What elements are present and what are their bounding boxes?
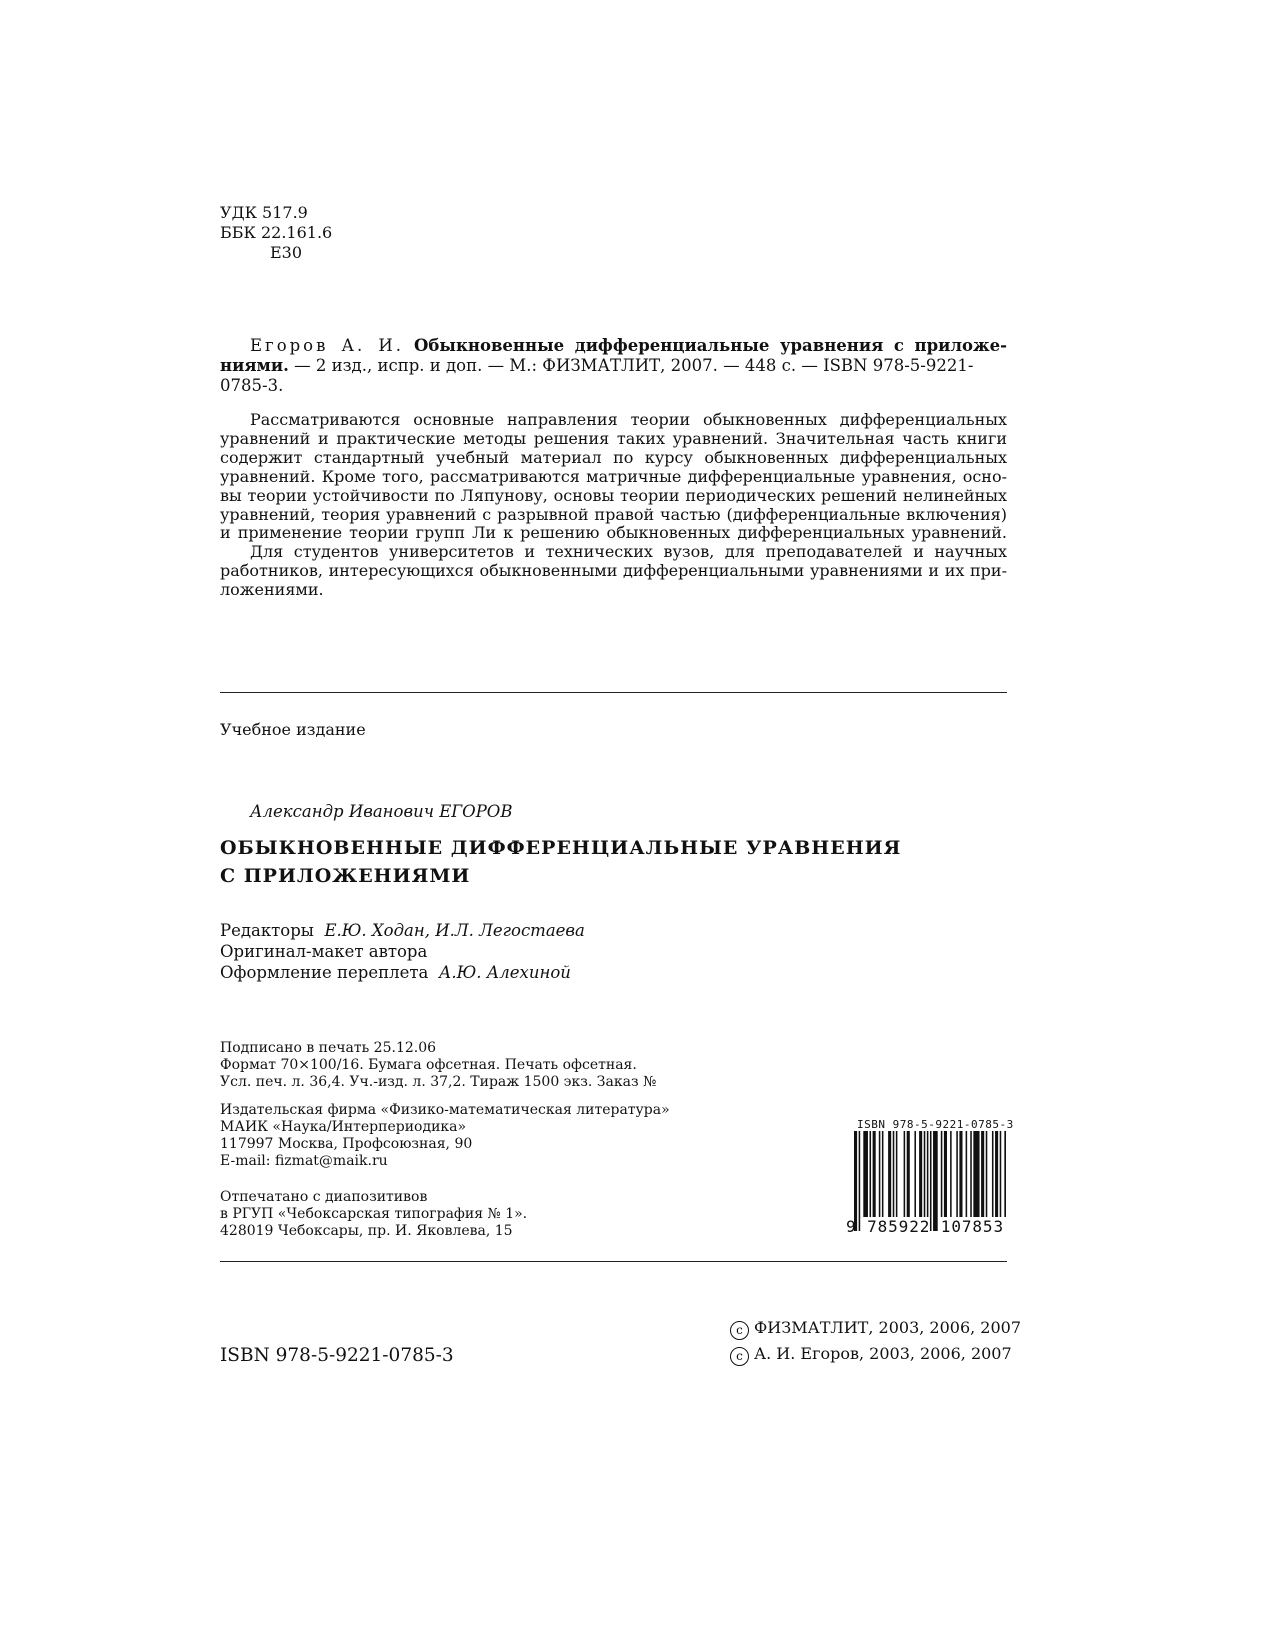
printer-line: в РГУП «Чебоксарская типография № 1».: [220, 1206, 528, 1222]
publisher-line: Издательская фирма «Физико-математическая литература»: [220, 1102, 670, 1118]
barcode-bar: [907, 1131, 910, 1217]
abstract-line: вы теории устойчивости по Ляпунову, основы теории периодических решений нелинейных: [220, 485, 1007, 505]
isbn: ISBN 978-5-9221-0785-3: [220, 1345, 454, 1366]
barcode-bar: [896, 1131, 898, 1217]
barcode-bar: [927, 1131, 929, 1217]
abstract-line: уравнений и практические методы решения таких уравнений. Значительная часть книги: [220, 428, 1007, 448]
book-title-line: С ПРИЛОЖЕНИЯМИ: [220, 865, 471, 887]
divider-top: [220, 692, 1007, 693]
barcode-bar: [941, 1131, 943, 1217]
printer-info: [220, 1189, 527, 1240]
barcode-bar: [1004, 1131, 1006, 1217]
print-info: [220, 1040, 656, 1091]
citation-title: Обыкновенные дифференциальные уравнения с приложе-: [414, 336, 1007, 355]
cover-line: [220, 962, 585, 983]
barcode-bar: [944, 1131, 947, 1217]
abstract-line: уравнений. Кроме того, рассматриваются матричные дифференциальные уравнения, осно-: [220, 466, 1007, 486]
barcode-bar: [882, 1131, 884, 1217]
credits: [220, 920, 585, 983]
abstract-line: работников, интересующихся обыкновенными дифференциальными уравнениями и их при-: [220, 561, 1007, 581]
abstract-line: и применение теории групп Ли к решению обыкновенных дифференциальных уравнений.: [220, 523, 1007, 543]
barcode-bar: [1000, 1131, 1002, 1217]
editors-names: Е.Ю. Ходан, И.Л. Легостаева: [324, 921, 585, 940]
publisher-line: МАИК «Наука/Интерпериодика»: [220, 1119, 467, 1135]
barcode-bar: [859, 1131, 861, 1231]
barcode-bar: [995, 1131, 998, 1217]
divider-bottom: [220, 1261, 1007, 1262]
citation-line-2: [220, 356, 1007, 396]
abstract: [220, 411, 1007, 600]
publisher-email: E-mail: fizmat@maik.ru: [220, 1153, 388, 1169]
barcode-bar: [888, 1131, 891, 1217]
print-info-line: Усл. печ. л. 36,4. Уч.-изд. л. 37,2. Тираж 1500 экз. Заказ №: [220, 1074, 657, 1090]
publisher-line: 117997 Москва, Профсоюзная, 90: [220, 1136, 473, 1152]
copyright-text: ФИЗМАТЛИТ, 2003, 2006, 2007: [754, 1318, 1022, 1337]
bbk-code: ББК 22.161.6: [220, 223, 333, 242]
editors-line: [220, 920, 585, 941]
barcode-bar: [959, 1131, 962, 1217]
barcode-bar: [950, 1131, 952, 1217]
barcode-bar: [981, 1131, 984, 1217]
citation-details: — 2 изд., испр. и доп. — М.: ФИЗМАТЛИТ, 2007. — 448 с. — ISBN 978-5-9221-0785-3.: [220, 356, 974, 395]
abstract-line: ложениями.: [220, 580, 324, 600]
print-info-line: Подписано в печать 25.12.06: [220, 1040, 437, 1056]
book-title-line: ОБЫКНОВЕННЫЕ ДИФФЕРЕНЦИАЛЬНЫЕ УРАВНЕНИЯ: [220, 837, 902, 859]
barcode-digits: 9 785922 107853: [846, 1217, 1004, 1236]
copyright-text: А. И. Егоров, 2003, 2006, 2007: [754, 1344, 1012, 1363]
citation-author: Егоров А. И.: [250, 336, 404, 355]
barcode-bar: [919, 1131, 922, 1217]
barcode-bar: [992, 1131, 994, 1217]
citation: [220, 336, 1007, 396]
printer-line: 428019 Чебоксары, пр. И. Яковлева, 15: [220, 1223, 513, 1239]
copyright-author: [730, 1344, 1012, 1366]
printer-line: Отпечатано с диапозитивов: [220, 1189, 428, 1205]
barcode-bar: [933, 1131, 938, 1231]
barcode-bar: [924, 1131, 926, 1217]
book-title: [220, 834, 901, 890]
copyright-publisher: [730, 1318, 1021, 1340]
barcode-bar: [870, 1131, 872, 1217]
abstract-line: Для студентов университетов и технических вузов, для преподавателей и научных: [250, 542, 1007, 562]
author-mark: Е30: [270, 243, 303, 262]
copyright-icon: c: [730, 1347, 749, 1366]
citation-title-end: ниями.: [220, 356, 289, 375]
abstract-line: Рассматриваются основные направления теории обыкновенных дифференциальных: [250, 410, 1007, 429]
barcode-bar: [904, 1131, 906, 1217]
barcode-bar: [966, 1131, 968, 1217]
print-info-line: Формат 70×100/16. Бумага офсетная. Печать офсетная.: [220, 1057, 637, 1073]
barcode-bar: [854, 1131, 857, 1231]
layout-line: Оригинал-макет автора: [220, 942, 428, 961]
udk-code: УДК 517.9: [220, 203, 308, 222]
abstract-line: содержит стандартный учебный материал по курсу обыкновенных дифференциальных: [220, 447, 1007, 467]
barcode-bar: [970, 1131, 972, 1217]
copyright-icon: c: [730, 1321, 749, 1340]
publisher-info: [220, 1102, 670, 1170]
cover-label: Оформление переплета: [220, 963, 429, 982]
citation-line-1: [220, 336, 1007, 356]
barcode-bar: [956, 1131, 958, 1217]
barcode-isbn-label: ISBN 978-5-9221-0785-3: [857, 1118, 1014, 1131]
barcode-bar: [873, 1131, 876, 1217]
cover-designer: А.Ю. Алехиной: [438, 963, 571, 982]
barcode-bar: [973, 1131, 979, 1217]
edition-type: Учебное издание: [220, 720, 366, 739]
abstract-line: уравнений, теория уравнений с разрывной правой частью (дифференциальные включения): [220, 504, 1007, 524]
barcode-bar: [863, 1131, 868, 1217]
barcode-bar: [986, 1131, 988, 1217]
editors-label: Редакторы: [220, 921, 314, 940]
barcode-bar: [914, 1131, 916, 1217]
barcode-bar: [879, 1131, 881, 1217]
classification-block: [220, 203, 332, 263]
barcode-bar: [893, 1131, 895, 1217]
author-full-name: Александр Иванович ЕГОРОВ: [250, 802, 513, 821]
barcode-bar: [930, 1131, 932, 1231]
